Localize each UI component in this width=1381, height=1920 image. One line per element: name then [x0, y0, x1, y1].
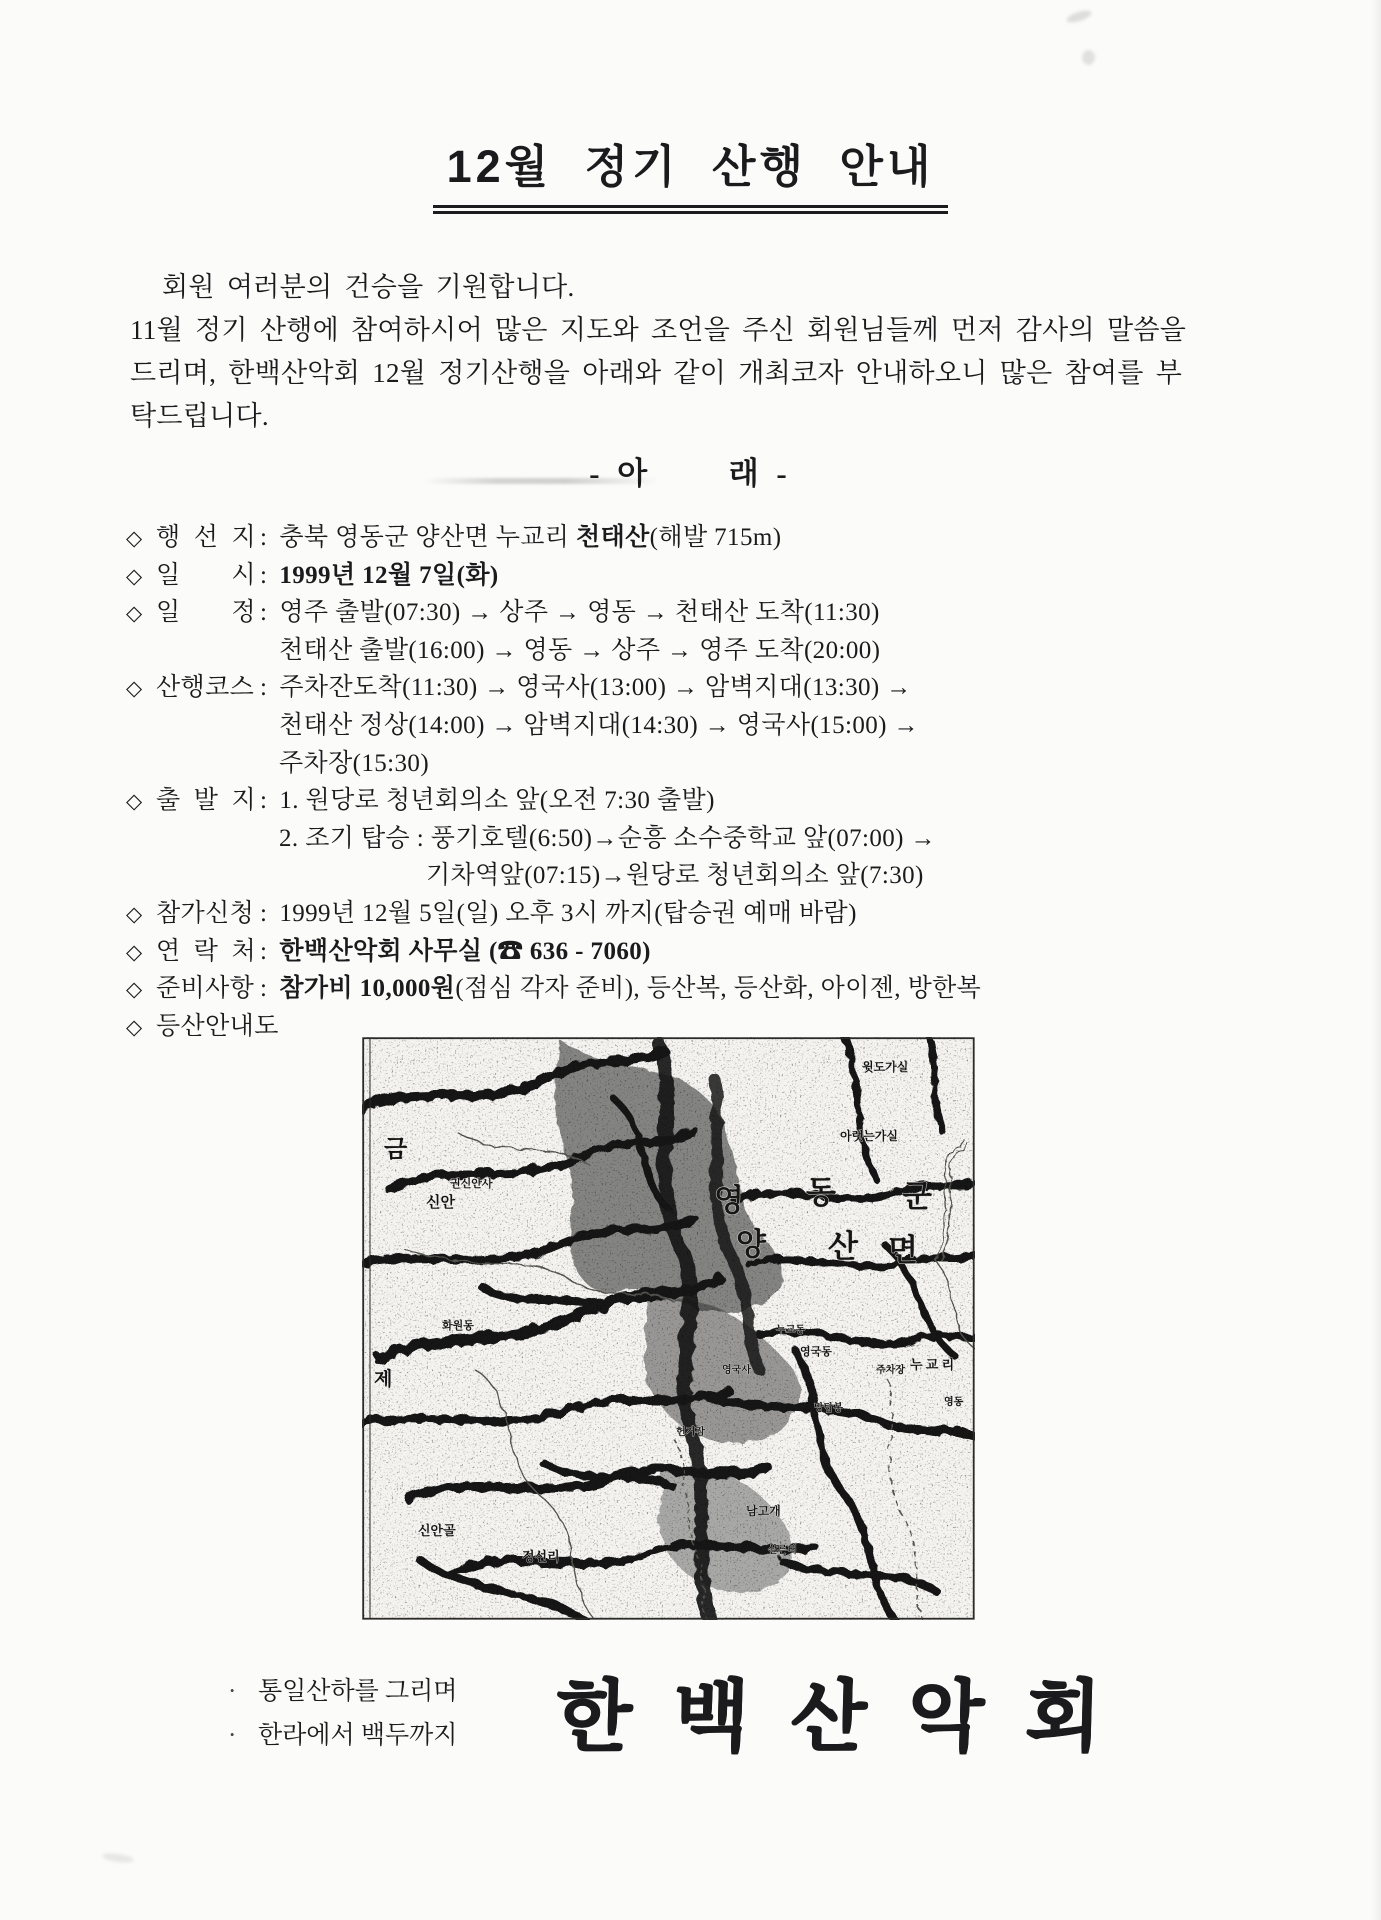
label-colon: :	[260, 599, 268, 627]
detail-label: 참가신청	[156, 899, 255, 927]
club-name-calligraphy: 한백산악회	[554, 1673, 1144, 1760]
detail-value: 천태산 정상(14:00) → 암벽지대(14:30) → 영국사(15:00) →	[279, 711, 919, 739]
detail-value: 주차장(15:30)	[279, 749, 430, 777]
detail-label: 일 시	[156, 561, 256, 589]
detail-item-continuation	[126, 743, 1266, 781]
detail-value: 기차역앞(07:15)→원당로 청년회의소 앞(7:30)	[426, 862, 924, 890]
detail-value: 충북 영동군 양산면 누교리 천태산(해발 715m)	[279, 524, 782, 551]
detail-item	[126, 555, 1266, 593]
map-place-label: 영국사	[722, 1365, 751, 1376]
detail-value: 주차잔도착(11:30) → 영국사(13:00) → 암벽지대(13:30) →	[279, 674, 912, 702]
detail-value: 등산안내도	[156, 1012, 279, 1040]
label-colon: :	[260, 937, 268, 965]
dot-bullet-icon: ·	[228, 1678, 237, 1705]
label-colon: :	[260, 674, 268, 702]
dot-bullet-icon: ·	[228, 1722, 237, 1749]
map-place-label: 면	[888, 1233, 918, 1268]
greeting-paragraph	[130, 266, 1200, 438]
detail-item	[126, 931, 1266, 969]
map-place-label: 영동	[944, 1397, 964, 1408]
map-place-label: 윗도가실	[862, 1060, 909, 1074]
map-place-label: 제	[374, 1369, 393, 1390]
detail-label: 출 발 지	[156, 787, 256, 815]
document-title: 12월 정기 산행 안내	[433, 130, 949, 214]
motto-line	[228, 1714, 457, 1758]
detail-list	[126, 517, 1266, 1043]
label-colon: :	[260, 561, 268, 589]
scan-edge-shade	[1371, 0, 1381, 1920]
detail-value: 1999년 12월 5일(일) 오후 3시 까지(탑승권 예매 바람)	[279, 899, 857, 927]
detail-label: 행 선 지	[156, 524, 256, 551]
detail-item-continuation	[126, 855, 1266, 893]
detail-label: 연 락 처	[156, 937, 256, 965]
diamond-bullet-icon: ◇	[126, 1014, 143, 1039]
map-place-label: 군	[902, 1179, 932, 1214]
motto-text: 통일산하를 그리며	[258, 1678, 458, 1705]
map-place-label: 누교동	[776, 1325, 805, 1336]
detail-value: 한백산악회 사무실 (☎ 636 - 7060)	[279, 937, 651, 965]
detail-value: 참가비 10,000원(점심 각자 준비), 등산복, 등산화, 아이젠, 방한복	[279, 975, 982, 1003]
greeting-line: 탁드립니다.	[130, 401, 269, 431]
detail-item	[126, 780, 1266, 818]
hiking-map-image	[362, 1037, 975, 1620]
map-place-label: 금	[384, 1137, 408, 1163]
diamond-bullet-icon: ◇	[126, 939, 143, 964]
diamond-bullet-icon: ◇	[126, 526, 143, 550]
map-place-label: 양	[736, 1227, 766, 1262]
map-place-label: 권신안사	[450, 1178, 493, 1190]
map-place-label: 망탑봉	[814, 1403, 843, 1414]
club-mottos	[228, 1670, 457, 1758]
detail-item	[126, 592, 1266, 630]
map-place-label: 누 교 리	[910, 1357, 955, 1372]
diamond-bullet-icon: ◇	[126, 977, 143, 1002]
detail-value: 천태산 출발(16:00) → 영동 → 상주 → 영주 도착(20:00)	[279, 636, 881, 664]
map-place-label: 영국동	[800, 1346, 832, 1358]
map-place-label: 산	[828, 1229, 858, 1264]
map-canvas	[362, 1037, 975, 1620]
map-place-label: 주차장	[876, 1365, 905, 1376]
map-place-label: 영	[714, 1183, 744, 1218]
motto-line	[228, 1670, 457, 1714]
map-place-label: 신안	[426, 1195, 455, 1211]
diamond-bullet-icon: ◇	[126, 563, 143, 588]
detail-value: 영주 출발(07:30) → 상주 → 영동 → 천태산 도착(11:30)	[279, 599, 880, 627]
diamond-bullet-icon: ◇	[126, 676, 143, 701]
map-place-label: 남고개	[746, 1504, 781, 1518]
map-place-label: 아랫는가실	[840, 1129, 898, 1143]
label-colon: :	[260, 524, 268, 551]
map-place-label: 살른터	[768, 1545, 797, 1556]
label-colon: :	[260, 787, 268, 815]
detail-value: 1999년 12월 7일(화)	[279, 561, 499, 589]
detail-label: 준비사항	[156, 975, 255, 1003]
scan-artifact	[1065, 8, 1093, 25]
detail-item	[126, 667, 1266, 705]
map-place-label: 동	[806, 1175, 836, 1210]
diamond-bullet-icon: ◇	[126, 601, 143, 626]
greeting-line: 회원 여러분의 건승을 기원합니다.	[162, 272, 575, 302]
greeting-line: 드리며, 한백산악회 12월 정기산행을 아래와 같이 개최코자 안내하오니 많은 참여를 부	[130, 358, 1183, 388]
detail-item-continuation	[126, 705, 1266, 743]
detail-label: 일 정	[156, 599, 256, 627]
detail-item	[126, 517, 1266, 555]
detail-value: 2. 조기 탑승 : 풍기호텔(6:50)→순흥 소수중학교 앞(07:00) →	[279, 824, 936, 852]
detail-label: 산행코스	[156, 674, 255, 702]
scan-artifact	[1082, 50, 1095, 65]
section-divider: - 아 래 -	[589, 456, 792, 491]
greeting-line: 11월 정기 산행에 참여하시어 많은 지도와 조언을 주신 회원님들께 먼저 감사의 말씀을	[130, 315, 1187, 345]
detail-item-continuation	[126, 818, 1266, 856]
detail-item-continuation	[126, 630, 1266, 668]
map-place-label: 정선리	[522, 1549, 560, 1564]
map-place-label: 헌거잠	[676, 1427, 705, 1438]
map-place-label: 신안골	[418, 1523, 456, 1538]
diamond-bullet-icon: ◇	[126, 901, 143, 926]
scan-artifact	[102, 1852, 135, 1864]
diamond-bullet-icon: ◇	[126, 789, 143, 814]
label-colon: :	[260, 975, 268, 1003]
detail-value: 1. 원당로 청년회의소 앞(오전 7:30 출발)	[279, 787, 715, 815]
detail-item	[126, 968, 1266, 1006]
label-colon: :	[260, 899, 268, 927]
motto-text: 한라에서 백두까지	[258, 1722, 458, 1749]
detail-item	[126, 893, 1266, 931]
map-place-label: 화원동	[442, 1320, 474, 1332]
